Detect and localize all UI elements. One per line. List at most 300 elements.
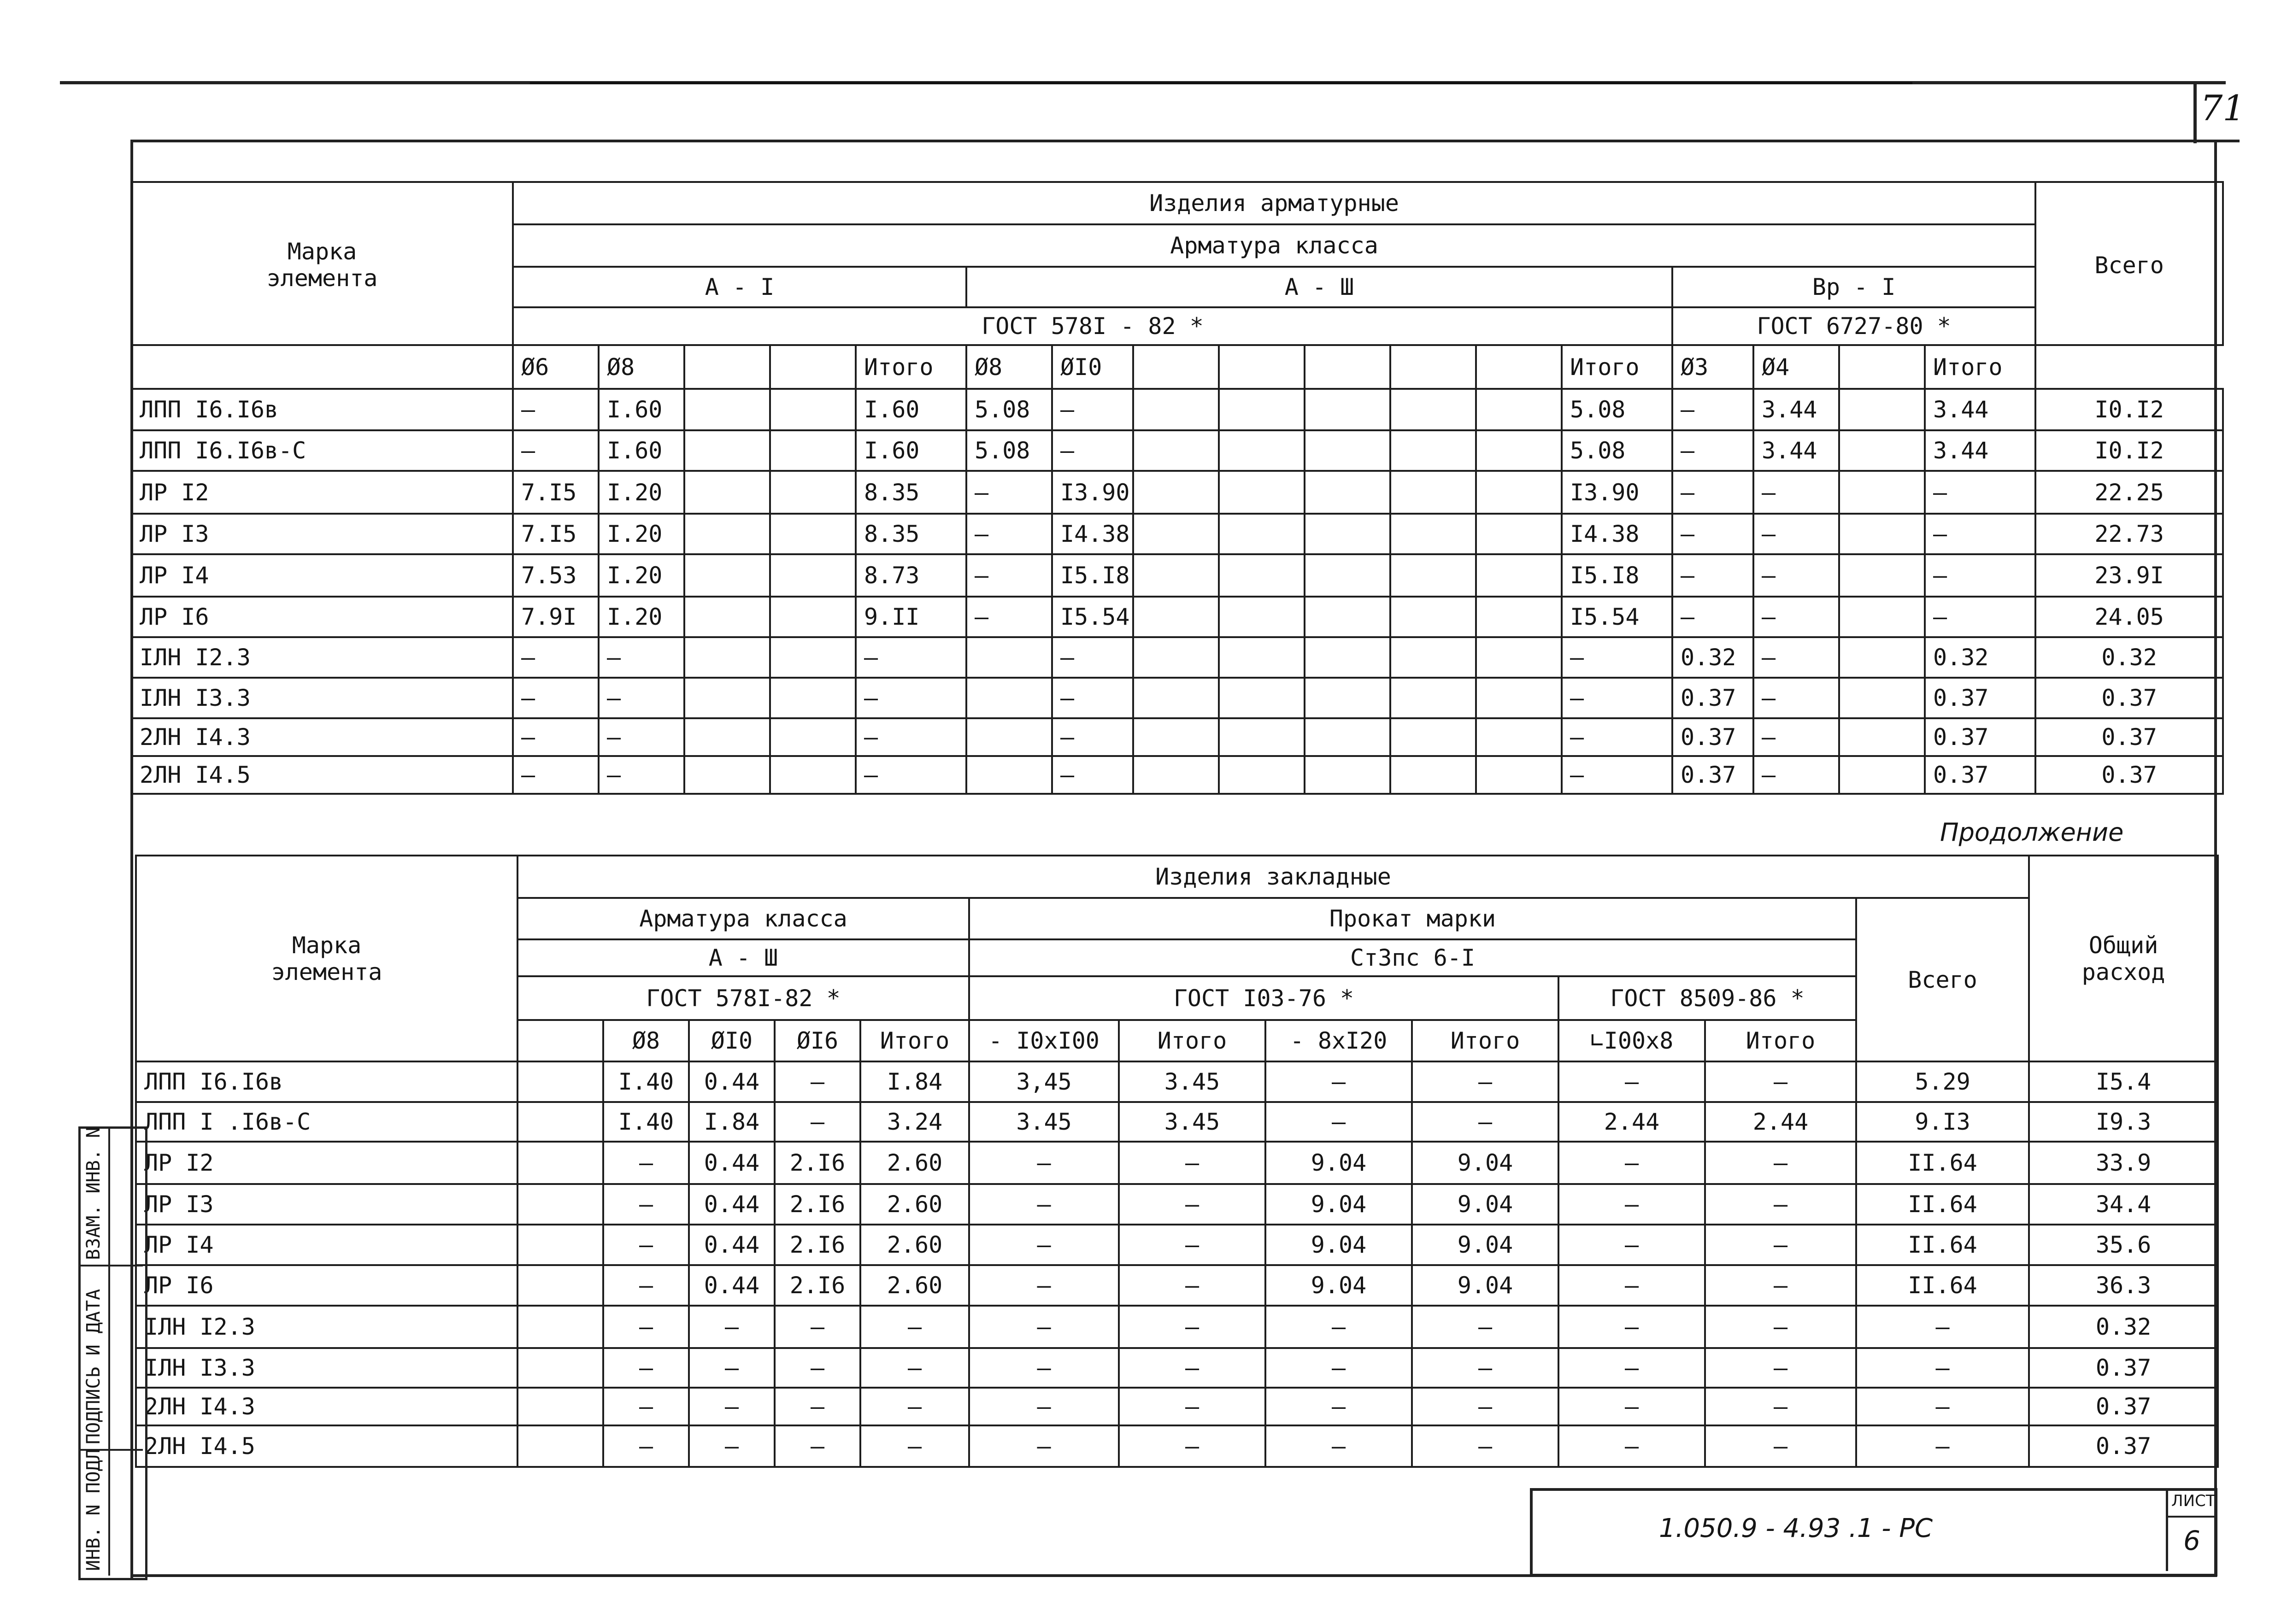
t1-cell: – [1672,471,1753,514]
table-row [131,597,2223,637]
t1-cell [684,430,770,471]
t1-cell: – [1925,514,2035,554]
element-mark: 2ЛН I4.5 [131,756,513,794]
t1-cell [770,597,856,637]
t1-cell: 0.37 [1925,718,2035,756]
t2-cell: – [969,1348,1119,1388]
t1-cell [1219,430,1305,471]
t1-header-a3: А - Ш [966,267,1672,307]
t1-cell: – [966,597,1052,637]
t1-cell [684,597,770,637]
t1-cell: 8.35 [856,514,966,554]
t1-cell: – [513,389,599,430]
t1-cell [1476,514,1562,554]
t1-cell [966,756,1052,794]
t1-subheader-row [131,345,2223,389]
t1-cell: I.20 [599,514,684,554]
t1-cell: 7.I5 [513,471,599,514]
t2-subheader-7: - 8xI20 [1265,1020,1412,1061]
t2-cell [517,1184,603,1225]
t2-cell: 3,45 [969,1061,1119,1102]
t2-cell: 5.29 [1856,1061,2029,1102]
t1-cell: – [856,637,966,678]
t1-cell [1219,514,1305,554]
t1-header-group-total-top [2035,182,2223,224]
t2-cell: – [775,1102,860,1142]
t1-cell [1390,597,1476,637]
table-row [131,430,2223,471]
t2-cell: – [1119,1388,1265,1425]
t1-cell [770,554,856,597]
t1-cell: – [1753,514,1839,554]
t1-cell: 0.37 [1925,756,2035,794]
t1-cell: I5.I8 [1052,554,1133,597]
t1-subheader-4: Итого [856,345,966,389]
t2-cell: – [969,1142,1119,1184]
t1-cell: – [1753,637,1839,678]
t1-cell: I.20 [599,597,684,637]
t1-cell: I.60 [599,430,684,471]
t1-cell [770,389,856,430]
t1-cell: 8.35 [856,471,966,514]
t1-cell: 0.37 [2035,718,2223,756]
t1-cell: 9.II [856,597,966,637]
t1-cell: – [513,637,599,678]
t2-cell: – [1119,1265,1265,1306]
t2-cell: – [1558,1348,1705,1388]
t1-cell: – [599,678,684,718]
table-row [136,1306,2218,1348]
t1-cell [1305,756,1390,794]
element-mark: ЛР I3 [136,1184,517,1225]
element-mark: IЛН I3.3 [131,678,513,718]
reinforcement-products-table [130,181,2224,795]
t2-cell: 3.24 [860,1102,969,1142]
t1-cell [1305,389,1390,430]
t1-subheader-6: ØI0 [1052,345,1133,389]
t1-cell: – [1562,637,1672,678]
t2-cell: 2.I6 [775,1184,860,1225]
table-row [131,678,2223,718]
t2-cell: – [1856,1348,2029,1388]
t2-cell: 0.44 [689,1142,775,1184]
t2-cell [517,1061,603,1102]
t2-cell: 0.44 [689,1184,775,1225]
t1-cell [684,637,770,678]
t1-cell [684,471,770,514]
t2-cell [517,1388,603,1425]
t1-cell: I3.90 [1052,471,1133,514]
t1-cell [1305,471,1390,514]
t2-cell: 3.45 [1119,1061,1265,1102]
t2-cell: – [1705,1184,1856,1225]
t1-cell: 0.32 [1672,637,1753,678]
t1-header-gost-6727: ГОСТ 6727-80 * [1672,307,2035,345]
element-mark: IЛН I2.3 [136,1306,517,1348]
t1-cell [1305,597,1390,637]
t1-cell: I3.90 [1562,471,1672,514]
t1-cell: I4.38 [1562,514,1672,554]
t1-subheader-5: Ø8 [966,345,1052,389]
t1-cell: – [1052,389,1133,430]
t1-cell: – [1753,678,1839,718]
t2-header-total: Всего [1856,898,2029,1061]
t2-cell: I.40 [603,1102,689,1142]
label-original-inv: ИНВ. N ПОДЛ [83,1449,104,1571]
t2-cell: – [1558,1425,1705,1467]
t1-cell [684,678,770,718]
t1-cell: – [599,637,684,678]
t2-cell: 2.60 [860,1184,969,1225]
t2-cell: – [1705,1306,1856,1348]
t1-cell: – [1052,678,1133,718]
t1-cell [1133,514,1219,554]
t1-cell [1476,637,1562,678]
t1-cell: 22.73 [2035,514,2223,554]
t1-cell [1219,471,1305,514]
t2-cell: – [1119,1425,1265,1467]
t1-cell [1219,718,1305,756]
t2-cell: 0.44 [689,1225,775,1265]
t1-cell [1305,430,1390,471]
t2-subheader-9: ∟I00x8 [1558,1020,1705,1061]
t1-cell [1390,718,1476,756]
embedded-products-table [135,855,2219,1468]
table-row [136,1388,2218,1425]
t2-cell: – [1558,1388,1705,1425]
t1-cell [1219,597,1305,637]
t2-cell: 0.44 [689,1265,775,1306]
t2-cell: – [1705,1142,1856,1184]
t1-cell: I5.I8 [1562,554,1672,597]
t2-cell: 0.37 [2029,1388,2218,1425]
t2-cell: 9.04 [1265,1142,1412,1184]
t1-cell [770,718,856,756]
t1-cell: 5.08 [1562,389,1672,430]
t1-cell [1133,756,1219,794]
t1-cell: – [1562,756,1672,794]
t1-cell: 0.37 [2035,678,2223,718]
t1-cell: – [599,756,684,794]
element-mark: ЛР I6 [131,597,513,637]
element-mark: ЛР I3 [131,514,513,554]
t2-header-steel: Ст3пс 6-I [969,939,1856,976]
t1-cell: 0.37 [2035,756,2223,794]
table-row [131,389,2223,430]
element-mark: ЛПП I6.I6в [131,389,513,430]
t2-cell: I.84 [860,1061,969,1102]
t2-header-mark-text: Марка элемента [271,932,382,985]
t1-cell: – [966,514,1052,554]
t1-cell [1219,389,1305,430]
title-block-divider [2166,1488,2168,1571]
t1-cell [1305,514,1390,554]
t1-cell: – [1672,554,1753,597]
t2-cell: – [1705,1225,1856,1265]
t2-subheader-5: - I0xI00 [969,1020,1119,1061]
t1-cell [1133,597,1219,637]
t1-cell: I.60 [856,389,966,430]
t1-cell: I0.I2 [2035,389,2223,430]
t1-cell [1839,389,1925,430]
t1-cell: 23.9I [2035,554,2223,597]
t2-cell: – [689,1388,775,1425]
t1-cell [1839,597,1925,637]
t1-cell: 24.05 [2035,597,2223,637]
t2-cell: 33.9 [2029,1142,2218,1184]
t2-cell: – [1265,1348,1412,1388]
title-block-sheet-divider [2166,1516,2214,1518]
t1-cell: – [1753,756,1839,794]
t2-cell [517,1425,603,1467]
t1-cell: – [513,430,599,471]
t2-header-gost-8509: ГОСТ 8509-86 * [1558,976,1856,1020]
t1-cell [1476,756,1562,794]
table-row [136,1348,2218,1388]
t1-cell [1390,389,1476,430]
sheet-label: ЛИСТ [2171,1492,2216,1510]
t2-header-rolled: Прокат марки [969,898,1856,939]
page-number: 71 [2200,88,2245,129]
t1-cell [1390,637,1476,678]
t2-cell: – [969,1225,1119,1265]
table-row [136,1225,2218,1265]
t1-cell: – [1672,514,1753,554]
t2-cell: – [1412,1348,1558,1388]
t1-cell: I4.38 [1052,514,1133,554]
t2-cell: 2.I6 [775,1225,860,1265]
t1-cell: – [1925,471,2035,514]
t2-subheader-0 [517,1020,603,1061]
t1-subheader-10 [1390,345,1476,389]
t2-cell: – [1558,1061,1705,1102]
t1-cell: – [1052,637,1133,678]
t1-cell: – [1052,756,1133,794]
t2-cell: 0.37 [2029,1348,2218,1388]
t2-cell: – [603,1265,689,1306]
t1-cell [684,389,770,430]
t2-cell [517,1265,603,1306]
table-row [136,1102,2218,1142]
t1-cell [1476,718,1562,756]
t1-subheader-2 [684,345,770,389]
t1-subheader-13: Ø3 [1672,345,1753,389]
t1-subheader-7 [1133,345,1219,389]
t2-cell [517,1306,603,1348]
t1-cell: – [1753,718,1839,756]
t2-cell [517,1225,603,1265]
table-row [131,514,2223,554]
t1-cell: 3.44 [1753,430,1839,471]
t1-cell: I0.I2 [2035,430,2223,471]
t1-cell [770,430,856,471]
t2-cell: – [775,1388,860,1425]
t2-cell: 0.37 [2029,1425,2218,1467]
t2-cell: – [1119,1306,1265,1348]
t2-cell: II.64 [1856,1225,2029,1265]
element-mark: ЛПП I .I6в-С [136,1102,517,1142]
t2-cell: 9.04 [1412,1265,1558,1306]
t1-cell [684,554,770,597]
t2-cell: – [969,1184,1119,1225]
t2-cell: 34.4 [2029,1184,2218,1225]
t1-cell [966,637,1052,678]
element-mark: ЛПП I6.I6в-С [131,430,513,471]
t2-cell: – [1705,1425,1856,1467]
t2-cell: – [689,1348,775,1388]
t2-subheader-2: ØI0 [689,1020,775,1061]
t1-cell [1390,756,1476,794]
t1-cell: – [1753,554,1839,597]
t2-cell: – [1119,1348,1265,1388]
t2-cell: – [969,1265,1119,1306]
t1-cell: 3.44 [1925,389,2035,430]
t1-cell [1305,637,1390,678]
t2-cell: – [689,1306,775,1348]
t1-header-mark [131,182,513,345]
t1-header-class: Арматура класса [513,224,2035,267]
t1-cell [1133,471,1219,514]
t1-cell: 7.I5 [513,514,599,554]
document-code: 1.050.9 - 4.93 .1 - PC [1659,1513,1933,1543]
t1-cell [1476,430,1562,471]
t1-cell: – [1672,597,1753,637]
registration-strip-row-1 [78,1265,143,1266]
t1-header-group: Изделия арматурные [513,182,2035,224]
t2-cell: – [1558,1306,1705,1348]
t2-cell: 9.04 [1265,1265,1412,1306]
t2-cell: 2.I6 [775,1142,860,1184]
t2-cell: – [1705,1061,1856,1102]
t2-subheader-10: Итого [1705,1020,1856,1061]
t2-cell: – [603,1388,689,1425]
t2-cell: – [860,1425,969,1467]
t1-cell: 0.32 [1925,637,2035,678]
t2-cell: – [1558,1265,1705,1306]
t2-subheader-1: Ø8 [603,1020,689,1061]
t1-cell: – [966,554,1052,597]
t1-cell [1839,678,1925,718]
t1-header-bp1: Вр - I [1672,267,2035,307]
t1-cell: 22.25 [2035,471,2223,514]
element-mark: IЛН I3.3 [136,1348,517,1388]
t1-cell: – [513,678,599,718]
t1-cell [1839,430,1925,471]
table-row [131,554,2223,597]
t1-cell: I5.54 [1562,597,1672,637]
t1-cell: – [1753,471,1839,514]
t2-cell: 2.I6 [775,1265,860,1306]
t2-cell: 0.32 [2029,1306,2218,1348]
element-mark: ЛР I2 [136,1142,517,1184]
t1-cell [770,756,856,794]
t2-cell: 3.45 [1119,1102,1265,1142]
t2-cell: 2.44 [1705,1102,1856,1142]
t1-header-gost-5781: ГОСТ 578I - 82 * [513,307,1672,345]
t1-cell [1133,718,1219,756]
t2-cell: – [775,1425,860,1467]
table-row [136,1425,2218,1467]
t2-cell: – [1265,1425,1412,1467]
t2-cell: 2.60 [860,1265,969,1306]
t2-cell: 35.6 [2029,1225,2218,1265]
t2-cell: – [1265,1388,1412,1425]
t1-subheader-12: Итого [1562,345,1672,389]
t1-cell: – [1052,718,1133,756]
t2-cell: – [969,1388,1119,1425]
t1-cell: – [1562,678,1672,718]
page-number-box-edge [2193,81,2197,143]
t2-cell: – [969,1425,1119,1467]
t1-cell: 0.37 [1672,718,1753,756]
t1-cell [1390,554,1476,597]
t1-cell [1839,554,1925,597]
t2-cell: – [775,1061,860,1102]
t1-cell [1839,756,1925,794]
t2-cell: – [1856,1388,2029,1425]
t2-cell: – [860,1306,969,1348]
element-mark: 2ЛН I4.5 [136,1425,517,1467]
registration-strip-divider [108,1126,110,1576]
t2-cell: – [1856,1425,2029,1467]
t1-cell [1390,514,1476,554]
t1-cell [1390,471,1476,514]
t1-cell: 5.08 [966,389,1052,430]
t1-cell: I.60 [856,430,966,471]
t2-cell: – [603,1425,689,1467]
t1-cell: 5.08 [966,430,1052,471]
t2-cell [517,1142,603,1184]
t2-cell: II.64 [1856,1142,2029,1184]
top-border-line-accent [530,82,1912,84]
table-row [136,1184,2218,1225]
t1-cell: – [1562,718,1672,756]
t2-cell: – [1705,1348,1856,1388]
t2-cell: – [775,1348,860,1388]
t2-cell: – [1412,1425,1558,1467]
t1-cell [1476,554,1562,597]
t1-cell: – [1753,597,1839,637]
t1-cell: 0.37 [1672,756,1753,794]
t2-cell: 9.04 [1412,1142,1558,1184]
t1-cell [770,471,856,514]
t1-cell [684,718,770,756]
t2-header-overall-text: Общий расход [2081,932,2165,985]
t1-cell [1839,471,1925,514]
t2-cell: – [1558,1225,1705,1265]
t1-cell [1839,637,1925,678]
t1-subheader-mark [131,345,513,389]
table-row [131,471,2223,514]
t1-cell [1219,637,1305,678]
t2-cell: – [1558,1184,1705,1225]
table-row [131,637,2223,678]
t2-cell: I.40 [603,1061,689,1102]
t2-cell: – [603,1184,689,1225]
t2-subheader-4: Итого [860,1020,969,1061]
table-row [136,1061,2218,1102]
t2-header-class: Арматура класса [517,898,969,939]
t1-cell [1305,678,1390,718]
t1-header-a1: А - I [513,267,966,307]
t2-cell: – [603,1306,689,1348]
label-signature-date: ПОДПИСЬ И ДАТА [83,1289,104,1444]
t2-cell: I9.3 [2029,1102,2218,1142]
t2-cell: – [1265,1102,1412,1142]
element-mark: ЛР I6 [136,1265,517,1306]
t1-cell: – [1672,430,1753,471]
table-row [136,1142,2218,1184]
